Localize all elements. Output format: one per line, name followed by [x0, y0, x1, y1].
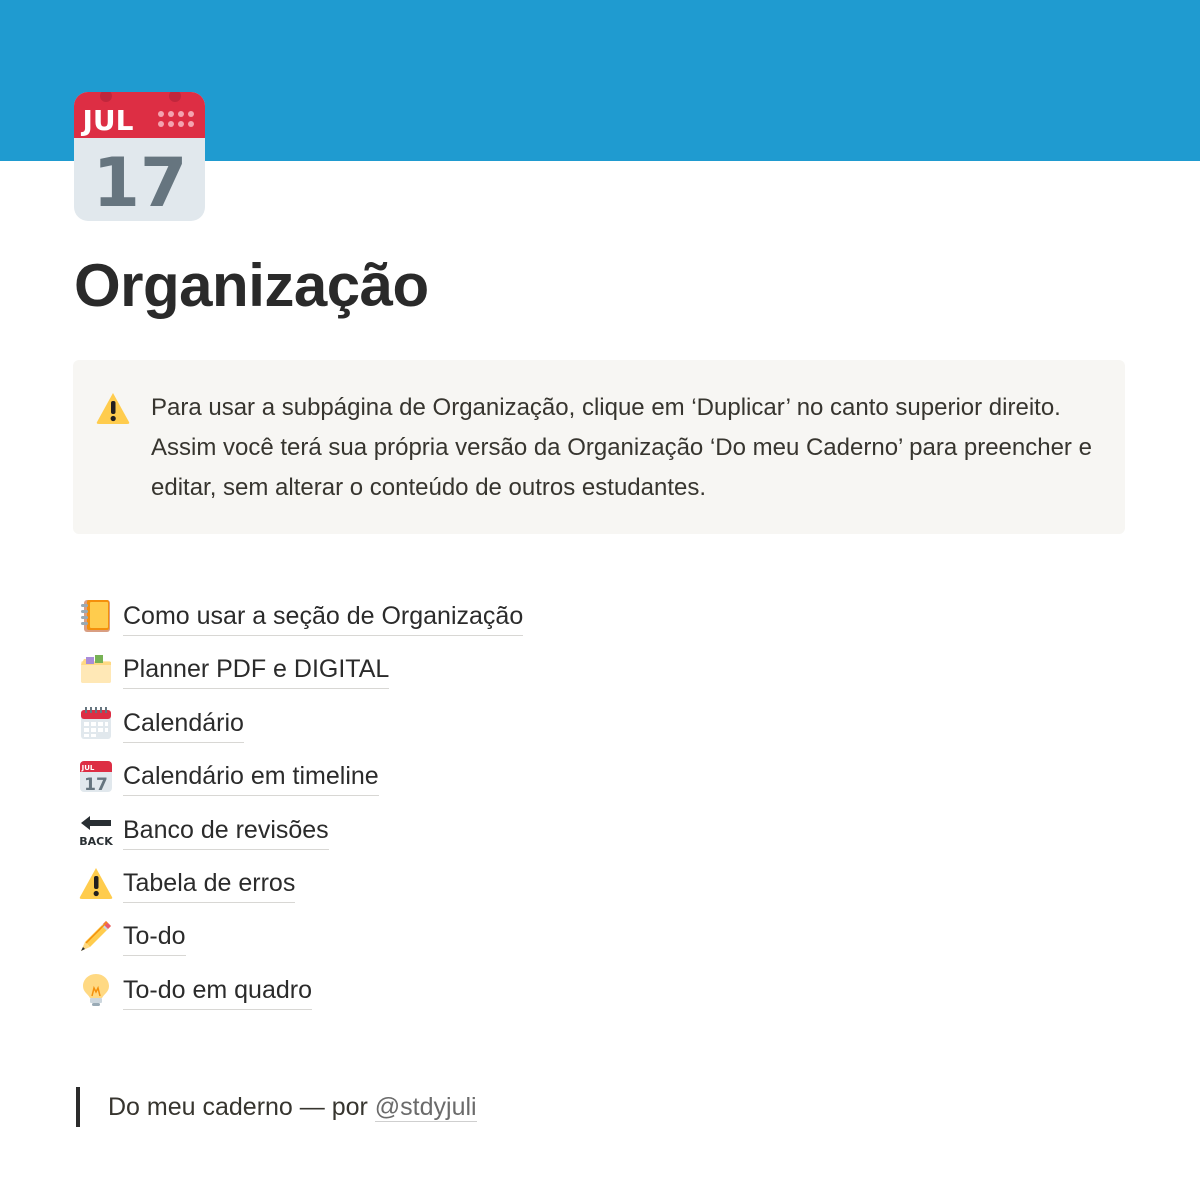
subpage-link[interactable] [78, 865, 523, 918]
subpage-link-label[interactable]: To-do [123, 918, 186, 956]
callout [73, 360, 1125, 534]
subpage-link[interactable] [78, 972, 523, 1025]
subpage-link-label[interactable]: Como usar a seção de Organização [123, 598, 523, 636]
calendar-icon[interactable] [74, 92, 205, 221]
author-handle-link[interactable]: @stdyjuli [374, 1093, 477, 1121]
subpage-link[interactable] [78, 705, 523, 758]
lightbulb-icon [78, 972, 114, 1008]
warning-icon [95, 391, 131, 425]
subpage-link-label[interactable]: Planner PDF e DIGITAL [123, 651, 389, 689]
subpage-link-label[interactable]: To-do em quadro [123, 972, 312, 1010]
calendar-icon [78, 758, 114, 794]
subpage-list [78, 598, 523, 1025]
subpage-link-label[interactable]: Tabela de erros [123, 865, 295, 903]
subpage-link[interactable] [78, 651, 523, 704]
subpage-link-label[interactable]: Banco de revisões [123, 812, 329, 850]
callout-text: Para usar a subpágina de Organização, clique em ‘Duplicar’ no canto superior direito. Assim você terá sua própria versão da Organização ‘Do meu Caderno’ para preencher e editar, sem alterar o conteúdo de outros estudantes. [151, 394, 1092, 501]
subpage-link-label[interactable]: Calendário [123, 705, 244, 743]
back-arrow-icon [78, 812, 114, 848]
subpage-link[interactable] [78, 812, 523, 865]
notebook-icon [78, 598, 114, 634]
spiral-calendar-icon [78, 705, 114, 741]
calendar-month: JUL [81, 764, 95, 773]
calendar-day: 17 [92, 144, 188, 221]
calendar-month: JUL [82, 104, 134, 137]
back-label: BACK [79, 834, 113, 848]
pencil-icon [78, 918, 114, 954]
folder-icon [78, 651, 114, 687]
footer-quote [76, 1087, 477, 1127]
subpage-link[interactable] [78, 758, 523, 811]
footer-text: Do meu caderno — por [108, 1093, 375, 1121]
subpage-link[interactable] [78, 598, 523, 651]
subpage-link[interactable] [78, 918, 523, 971]
subpage-link-label[interactable]: Calendário em timeline [123, 758, 379, 796]
calendar-day: 17 [84, 775, 108, 795]
page-title: Organização [74, 252, 429, 319]
warning-icon [78, 865, 114, 901]
